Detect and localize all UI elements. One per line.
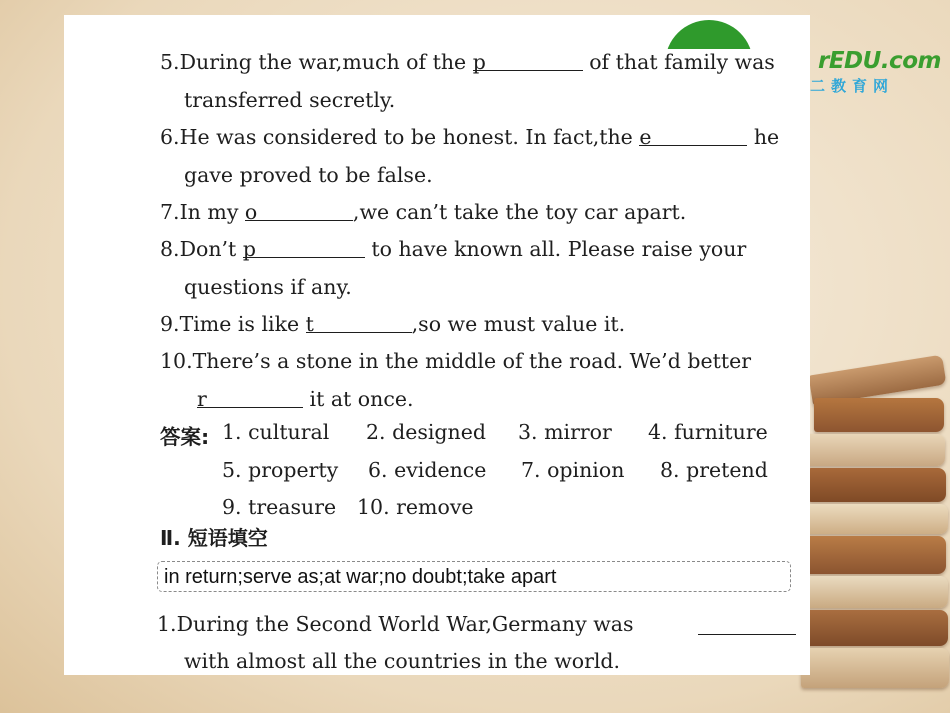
answer-blank: t — [306, 312, 412, 333]
answer-item: 7. opinion — [521, 458, 625, 482]
question-5: 5.During the war,much of the p of that family was — [160, 50, 775, 74]
site-logo: rEDU.com — [818, 48, 941, 74]
question-7: 7.In my o ,we can’t take the toy car apart. — [160, 200, 687, 224]
answer-item: 9. treasure — [222, 495, 337, 519]
site-logo-subtitle: 二教育网 — [810, 77, 895, 95]
question-6-continued: gave proved to be false. — [184, 163, 433, 187]
answer-item: 10. remove — [357, 495, 474, 519]
question-6: 6.He was considered to be honest. In fact,the e he — [160, 125, 780, 149]
question-9: 9.Time is like t ,so we must value it. — [160, 312, 626, 336]
question-8: 8.Don’t p to have known all. Please raise your — [160, 237, 747, 261]
question-5-continued: transferred secretly. — [184, 88, 396, 112]
answer-blank — [698, 614, 796, 635]
section-2-question-1: 1.During the Second World War,Germany was — [157, 612, 634, 636]
question-8-continued: questions if any. — [184, 275, 352, 299]
answer-blank: p — [473, 50, 583, 71]
answer-item: 6. evidence — [368, 458, 487, 482]
answer-blank: r — [197, 387, 303, 408]
question-10: 10.There’s a stone in the middle of the road. We’d better — [160, 349, 752, 373]
answer-blank: p — [243, 237, 365, 258]
answer-blank: e — [639, 125, 747, 146]
books-illustration — [800, 360, 950, 700]
answer-blank: o — [245, 200, 353, 221]
phrase-bank: in return;serve as;at war;no doubt;take apart — [157, 561, 791, 592]
answer-item: 3. mirror — [518, 420, 612, 444]
answer-item: 4. furniture — [648, 420, 768, 444]
answer-item: 2. designed — [366, 420, 486, 444]
answer-item: 1. cultural — [222, 420, 330, 444]
section-2-title: Ⅱ. 短语填空 — [160, 526, 268, 550]
answers-label: 答案: — [160, 425, 210, 449]
question-10-continued: r it at once. — [197, 387, 414, 411]
answer-item: 8. pretend — [660, 458, 768, 482]
answer-item: 5. property — [222, 458, 339, 482]
section-2-question-1-continued: with almost all the countries in the world. — [184, 649, 621, 673]
